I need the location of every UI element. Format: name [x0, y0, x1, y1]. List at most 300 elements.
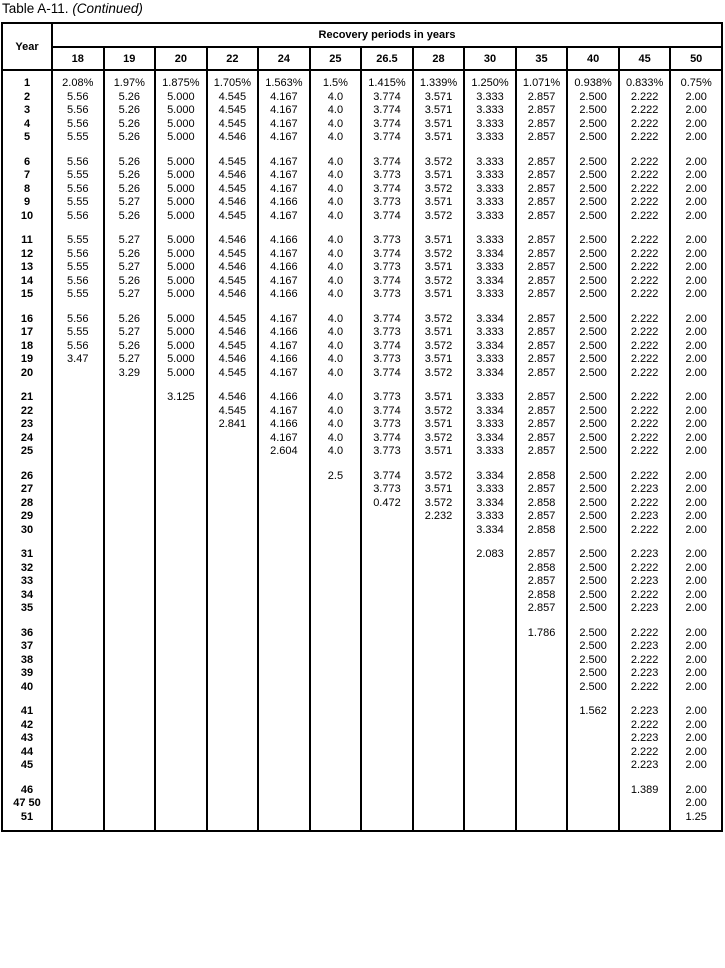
value-cell: 2.500: [567, 288, 619, 302]
spacer-cell: [670, 773, 722, 784]
spacer-cell: [258, 459, 310, 470]
value-cell: 4.545: [207, 313, 259, 327]
spacer-cell: [52, 145, 104, 156]
spacer-cell: [619, 380, 671, 391]
value-cell: 2.00: [670, 681, 722, 695]
value-cell: 5.27: [104, 353, 156, 367]
value-cell: 5.26: [104, 118, 156, 132]
value-cell: [155, 811, 207, 825]
year-cell: 47 50: [2, 797, 52, 811]
value-cell: [464, 746, 516, 760]
table-row: [2, 548, 722, 562]
value-cell: [104, 654, 156, 668]
value-cell: 4.545: [207, 104, 259, 118]
value-cell: [516, 811, 568, 825]
value-cell: [258, 681, 310, 695]
spacer-cell: [207, 223, 259, 234]
value-cell: 2.222: [619, 589, 671, 603]
value-cell: 2.00: [670, 210, 722, 224]
year-cell: 40: [2, 681, 52, 695]
year-cell: 46: [2, 784, 52, 798]
value-cell: [104, 797, 156, 811]
value-cell: 3.572: [413, 340, 465, 354]
year-cell: 5: [2, 131, 52, 145]
table-row: [2, 104, 722, 118]
value-cell: [52, 470, 104, 484]
value-cell: 3.571: [413, 169, 465, 183]
spacer-cell: [104, 537, 156, 548]
value-cell: [258, 667, 310, 681]
period-header-19: 19: [104, 47, 156, 70]
spacer-cell: [52, 824, 104, 831]
period-header-45: 45: [619, 47, 671, 70]
value-cell: [104, 732, 156, 746]
year-cell: 44: [2, 746, 52, 760]
value-cell: 2.222: [619, 367, 671, 381]
value-cell: 2.00: [670, 418, 722, 432]
spacer-cell: [2, 145, 52, 156]
value-cell: 2.857: [516, 391, 568, 405]
table-row: [2, 405, 722, 419]
value-cell: 2.00: [670, 131, 722, 145]
value-cell: [258, 562, 310, 576]
value-cell: 2.500: [567, 418, 619, 432]
value-cell: [310, 797, 362, 811]
value-cell: [155, 784, 207, 798]
value-cell: 2.00: [670, 784, 722, 798]
value-cell: 4.546: [207, 234, 259, 248]
value-cell: 3.774: [361, 131, 413, 145]
spacer-cell: [361, 145, 413, 156]
value-cell: 5.27: [104, 261, 156, 275]
value-cell: 3.571: [413, 118, 465, 132]
value-cell: 2.857: [516, 353, 568, 367]
year-cell: 32: [2, 562, 52, 576]
value-cell: 2.222: [619, 524, 671, 538]
value-cell: 2.500: [567, 234, 619, 248]
spacer-cell: [361, 459, 413, 470]
value-cell: 1.339%: [413, 77, 465, 91]
value-cell: 4.545: [207, 91, 259, 105]
value-cell: [207, 759, 259, 773]
value-cell: [207, 681, 259, 695]
spacer-cell: [2, 694, 52, 705]
value-cell: 2.857: [516, 313, 568, 327]
value-cell: 1.562: [567, 705, 619, 719]
value-cell: [413, 746, 465, 760]
value-cell: 2.00: [670, 196, 722, 210]
value-cell: 5.56: [52, 104, 104, 118]
table-row: [2, 627, 722, 641]
value-cell: [207, 432, 259, 446]
value-cell: [310, 524, 362, 538]
value-cell: [516, 705, 568, 719]
value-cell: [310, 681, 362, 695]
spacer-cell: [464, 145, 516, 156]
value-cell: 2.223: [619, 732, 671, 746]
table-row: [2, 811, 722, 825]
value-cell: 2.500: [567, 432, 619, 446]
spacer-cell: [207, 824, 259, 831]
value-cell: 3.571: [413, 445, 465, 459]
value-cell: 4.167: [258, 91, 310, 105]
value-cell: [516, 640, 568, 654]
spacer-cell: [516, 70, 568, 77]
value-cell: [207, 705, 259, 719]
value-cell: 3.334: [464, 432, 516, 446]
value-cell: [104, 510, 156, 524]
value-cell: 5.000: [155, 210, 207, 224]
year-cell: 20: [2, 367, 52, 381]
value-cell: 2.00: [670, 391, 722, 405]
value-cell: [52, 811, 104, 825]
value-cell: 3.572: [413, 313, 465, 327]
value-cell: [310, 705, 362, 719]
value-cell: 4.0: [310, 326, 362, 340]
value-cell: 5.55: [52, 326, 104, 340]
value-cell: 0.938%: [567, 77, 619, 91]
spacer-cell: [310, 616, 362, 627]
value-cell: [361, 732, 413, 746]
value-cell: [52, 391, 104, 405]
value-cell: 2.222: [619, 562, 671, 576]
value-cell: 2.222: [619, 470, 671, 484]
value-cell: 4.0: [310, 118, 362, 132]
table-title: [2, 1, 143, 16]
value-cell: 4.0: [310, 234, 362, 248]
value-cell: 2.00: [670, 367, 722, 381]
table-row: [2, 575, 722, 589]
spacer-cell: [567, 223, 619, 234]
value-cell: [207, 589, 259, 603]
value-cell: 3.773: [361, 196, 413, 210]
value-cell: 3.773: [361, 418, 413, 432]
table-row: [2, 602, 722, 616]
spacer-cell: [104, 70, 156, 77]
year-cell: 21: [2, 391, 52, 405]
value-cell: 4.0: [310, 104, 362, 118]
value-cell: 5.27: [104, 196, 156, 210]
spacer-cell: [670, 380, 722, 391]
value-cell: 5.000: [155, 131, 207, 145]
value-cell: 4.0: [310, 391, 362, 405]
value-cell: 3.774: [361, 367, 413, 381]
value-cell: 4.166: [258, 288, 310, 302]
value-cell: 5.000: [155, 169, 207, 183]
value-cell: 4.0: [310, 91, 362, 105]
table-row: [2, 654, 722, 668]
year-cell: 33: [2, 575, 52, 589]
spacer-cell: [619, 145, 671, 156]
value-cell: 2.222: [619, 432, 671, 446]
value-cell: 3.333: [464, 91, 516, 105]
value-cell: 3.774: [361, 470, 413, 484]
spacer-row: [2, 70, 722, 77]
period-header-22: 22: [207, 47, 259, 70]
value-cell: 4.167: [258, 210, 310, 224]
value-cell: [52, 445, 104, 459]
table-row: [2, 261, 722, 275]
spacer-cell: [361, 824, 413, 831]
value-cell: 5.26: [104, 248, 156, 262]
value-cell: [361, 640, 413, 654]
spacer-cell: [516, 459, 568, 470]
value-cell: 3.333: [464, 210, 516, 224]
value-cell: 2.00: [670, 705, 722, 719]
spacer-cell: [464, 773, 516, 784]
value-cell: 3.572: [413, 367, 465, 381]
value-cell: [567, 797, 619, 811]
value-cell: 2.00: [670, 719, 722, 733]
spacer-cell: [516, 616, 568, 627]
value-cell: 3.572: [413, 156, 465, 170]
value-cell: 3.333: [464, 353, 516, 367]
value-cell: 2.083: [464, 548, 516, 562]
spacer-cell: [310, 302, 362, 313]
value-cell: 2.222: [619, 261, 671, 275]
table-row: [2, 510, 722, 524]
year-cell: 7: [2, 169, 52, 183]
value-cell: [464, 654, 516, 668]
spacer-cell: [207, 694, 259, 705]
value-cell: 2.00: [670, 118, 722, 132]
value-cell: [207, 667, 259, 681]
value-cell: 3.774: [361, 432, 413, 446]
value-cell: 2.500: [567, 470, 619, 484]
value-cell: 1.97%: [104, 77, 156, 91]
spacer-cell: [464, 223, 516, 234]
spacer-cell: [258, 70, 310, 77]
value-cell: 4.166: [258, 391, 310, 405]
value-cell: 1.389: [619, 784, 671, 798]
spacer-cell: [207, 537, 259, 548]
value-cell: 2.00: [670, 732, 722, 746]
value-cell: 2.857: [516, 210, 568, 224]
value-cell: 2.858: [516, 497, 568, 511]
table-row: [2, 367, 722, 381]
value-cell: 5.000: [155, 367, 207, 381]
value-cell: 1.786: [516, 627, 568, 641]
value-cell: 4.0: [310, 196, 362, 210]
value-cell: 2.00: [670, 746, 722, 760]
value-cell: 5.56: [52, 275, 104, 289]
spacer-row: [2, 380, 722, 391]
value-cell: [258, 759, 310, 773]
value-cell: [207, 654, 259, 668]
value-cell: [104, 719, 156, 733]
spacer-cell: [464, 70, 516, 77]
value-cell: [104, 602, 156, 616]
spacer-cell: [361, 70, 413, 77]
value-cell: 2.857: [516, 432, 568, 446]
value-cell: 3.773: [361, 445, 413, 459]
value-cell: [310, 732, 362, 746]
value-cell: 5.000: [155, 91, 207, 105]
value-cell: 3.334: [464, 248, 516, 262]
value-cell: [464, 759, 516, 773]
value-cell: 4.0: [310, 261, 362, 275]
value-cell: [155, 548, 207, 562]
value-cell: 2.857: [516, 156, 568, 170]
value-cell: 3.774: [361, 405, 413, 419]
value-cell: [464, 719, 516, 733]
value-cell: 1.250%: [464, 77, 516, 91]
year-cell: 30: [2, 524, 52, 538]
value-cell: 2.500: [567, 405, 619, 419]
spacer-cell: [155, 537, 207, 548]
value-cell: 3.774: [361, 210, 413, 224]
value-cell: 2.857: [516, 234, 568, 248]
value-cell: 3.773: [361, 326, 413, 340]
spacer-cell: [413, 824, 465, 831]
value-cell: 2.00: [670, 405, 722, 419]
value-cell: [155, 705, 207, 719]
spacer-cell: [670, 70, 722, 77]
value-cell: 2.00: [670, 589, 722, 603]
value-cell: [207, 483, 259, 497]
value-cell: [52, 640, 104, 654]
table-row: [2, 746, 722, 760]
value-cell: 2.857: [516, 445, 568, 459]
spacer-cell: [413, 616, 465, 627]
spacer-cell: [310, 70, 362, 77]
spacer-cell: [567, 145, 619, 156]
table-row: [2, 77, 722, 91]
value-cell: [413, 562, 465, 576]
value-cell: [310, 589, 362, 603]
value-cell: 4.166: [258, 353, 310, 367]
spacer-cell: [464, 459, 516, 470]
value-cell: 4.545: [207, 210, 259, 224]
value-cell: [52, 418, 104, 432]
value-cell: 5.000: [155, 261, 207, 275]
spacer-cell: [516, 223, 568, 234]
value-cell: [104, 432, 156, 446]
spacer-cell: [413, 223, 465, 234]
spacer-cell: [258, 616, 310, 627]
value-cell: 2.00: [670, 248, 722, 262]
value-cell: 3.571: [413, 196, 465, 210]
value-cell: 5.56: [52, 156, 104, 170]
year-cell: 17: [2, 326, 52, 340]
spacer-row: [2, 616, 722, 627]
value-cell: [310, 510, 362, 524]
table-row: [2, 196, 722, 210]
value-cell: [155, 654, 207, 668]
value-cell: [413, 784, 465, 798]
value-cell: [155, 797, 207, 811]
value-cell: [207, 510, 259, 524]
value-cell: 5.000: [155, 340, 207, 354]
value-cell: [155, 575, 207, 589]
value-cell: [52, 627, 104, 641]
value-cell: [207, 811, 259, 825]
spacer-cell: [361, 694, 413, 705]
value-cell: 1.875%: [155, 77, 207, 91]
value-cell: 3.334: [464, 470, 516, 484]
value-cell: 2.500: [567, 275, 619, 289]
spacer-cell: [670, 694, 722, 705]
value-cell: [619, 797, 671, 811]
value-cell: [464, 732, 516, 746]
value-cell: 0.75%: [670, 77, 722, 91]
value-cell: 2.500: [567, 654, 619, 668]
value-cell: [516, 681, 568, 695]
spacer-cell: [516, 145, 568, 156]
value-cell: 2.500: [567, 340, 619, 354]
table-row: [2, 497, 722, 511]
value-cell: 5.56: [52, 248, 104, 262]
value-cell: [361, 548, 413, 562]
spacer-cell: [361, 223, 413, 234]
value-cell: 2.604: [258, 445, 310, 459]
value-cell: 5.000: [155, 118, 207, 132]
value-cell: 4.0: [310, 313, 362, 327]
value-cell: 3.774: [361, 313, 413, 327]
value-cell: [361, 681, 413, 695]
spacer-cell: [104, 694, 156, 705]
spacer-cell: [104, 616, 156, 627]
value-cell: [258, 719, 310, 733]
value-cell: [413, 797, 465, 811]
spacer-row: [2, 302, 722, 313]
value-cell: 2.222: [619, 118, 671, 132]
value-cell: [104, 589, 156, 603]
spacer-cell: [567, 70, 619, 77]
value-cell: 4.167: [258, 432, 310, 446]
year-cell: 42: [2, 719, 52, 733]
depreciation-table: [1, 22, 723, 832]
spacer-cell: [207, 145, 259, 156]
value-cell: [310, 746, 362, 760]
value-cell: [567, 746, 619, 760]
value-cell: 2.857: [516, 288, 568, 302]
value-cell: 5.27: [104, 288, 156, 302]
value-cell: 2.08%: [52, 77, 104, 91]
value-cell: [310, 654, 362, 668]
value-cell: [155, 510, 207, 524]
value-cell: 3.774: [361, 183, 413, 197]
value-cell: [464, 575, 516, 589]
value-cell: 5.000: [155, 313, 207, 327]
table-row: [2, 524, 722, 538]
value-cell: [361, 575, 413, 589]
value-cell: [104, 418, 156, 432]
value-cell: 3.333: [464, 391, 516, 405]
year-cell: 14: [2, 275, 52, 289]
value-cell: 2.223: [619, 759, 671, 773]
value-cell: 2.500: [567, 183, 619, 197]
period-header-24: 24: [258, 47, 310, 70]
value-cell: [155, 732, 207, 746]
spacer-cell: [567, 824, 619, 831]
value-cell: 4.166: [258, 261, 310, 275]
spacer-cell: [361, 773, 413, 784]
value-cell: [361, 784, 413, 798]
value-cell: 3.773: [361, 234, 413, 248]
value-cell: [310, 627, 362, 641]
spacer-cell: [670, 145, 722, 156]
value-cell: 5.000: [155, 248, 207, 262]
value-cell: 2.500: [567, 169, 619, 183]
value-cell: [516, 654, 568, 668]
value-cell: [413, 732, 465, 746]
value-cell: 2.858: [516, 562, 568, 576]
value-cell: 2.500: [567, 497, 619, 511]
spacer-cell: [155, 694, 207, 705]
value-cell: 2.222: [619, 654, 671, 668]
spacer-cell: [258, 223, 310, 234]
